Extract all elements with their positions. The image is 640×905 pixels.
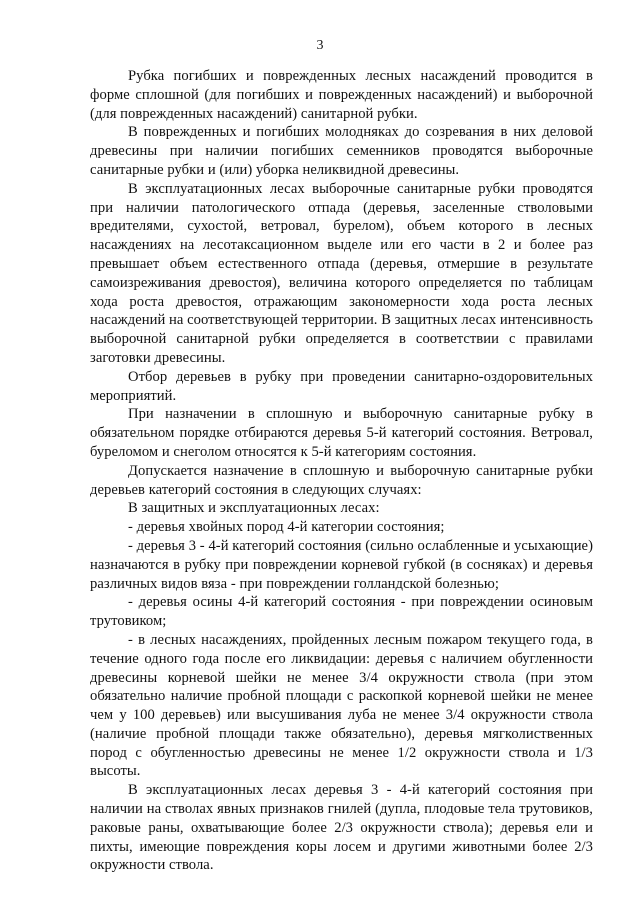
paragraph-5: При назначении в сплошную и выборочную санитарные рубку в обязательном порядке отбираются деревья 5-й категорий состояния. Ветровал, буреломом и снеголом относятся к 5-й категориям состояния. <box>90 406 593 460</box>
list-item-3: - деревья осины 4-й категорий состояния - при повреждении осиновым трутовиком; <box>90 594 593 630</box>
paragraph-8: В эксплуатационных лесах деревья 3 - 4-й категорий состояния при наличии на стволах явных признаков гнилей (дупла, плодовые тела трутовиков, раковые раны, охватывающие более 2/3 окружности ствола); деревья ели и пихты, имеющие повреждения коры лосем и другими животными более 2/3 окружности ствола. <box>90 782 593 874</box>
list-item-2: - деревья 3 - 4-й категорий состояния (сильно ослабленные и усыхающие) назначаются в рубку при повреждении корневой губкой (в сосняках) и деревья различных видов вяза - при повреждении голландской болезнью; <box>90 537 593 592</box>
list-item-4: - в лесных насаждениях, пройденных лесным пожаром текущего года, в течение одного года после его ликвидации: деревья с наличием обугленности древесины корневой шейки не менее 3/4 окружности ствола (при этом обязательно наличие пробной площади с раскопкой корневой шейки не менее чем у 100 деревьев) или высушивания луба не менее 3/4 окружности ствола (наличие пробной площади также обязательно), деревья мягколиственных пород с обугленностью древесины не менее 1/2 окружности ствола и 1/3 высоты. <box>90 631 593 780</box>
page-number: 3 <box>316 38 324 53</box>
paragraph-3: В эксплуатационных лесах выборочные санитарные рубки проводятся при наличии патологического отпада (деревья, заселенные стволовыми вредителями, сухостой, ветровал, бурелом), объем которого в лесных насаждениях на лесотаксационном выделе или его части в 2 и более раз превышает объем естественного отпада (деревья, отмершие в результате самоизреживания древостоя), величина которого определяется по таблицам хода роста древостоя, отражающим закономерности хода роста лесных насаждений на соответствующей территории. В защитных лесах интенсивность выборочной санитарной рубки определяется в соответствии с правилами заготовки древесины. <box>90 180 593 366</box>
paragraph-1: Рубка погибших и поврежденных лесных насаждений проводится в форме сплошной (для погибших и поврежденных насаждений) и выборочной (для поврежденных насаждений) санитарной рубки. <box>90 68 593 122</box>
document-body <box>90 67 593 875</box>
list-item-1: - деревья хвойных пород 4-й категории состояния; <box>128 519 445 536</box>
paragraph-2: В поврежденных и погибших молодняках до созревания в них деловой древесины при наличии погибших семенников проводятся выборочные санитарные рубки и (или) уборка неликвидной древесины. <box>90 124 593 178</box>
paragraph-7: В защитных и эксплуатационных лесах: <box>128 500 380 517</box>
paragraph-4: Отбор деревьев в рубку при проведении санитарно-оздоровительных мероприятий. <box>90 368 593 404</box>
paragraph-6: Допускается назначение в сплошную и выборочную санитарные рубки деревьев категорий состояния в следующих случаях: <box>90 462 593 498</box>
